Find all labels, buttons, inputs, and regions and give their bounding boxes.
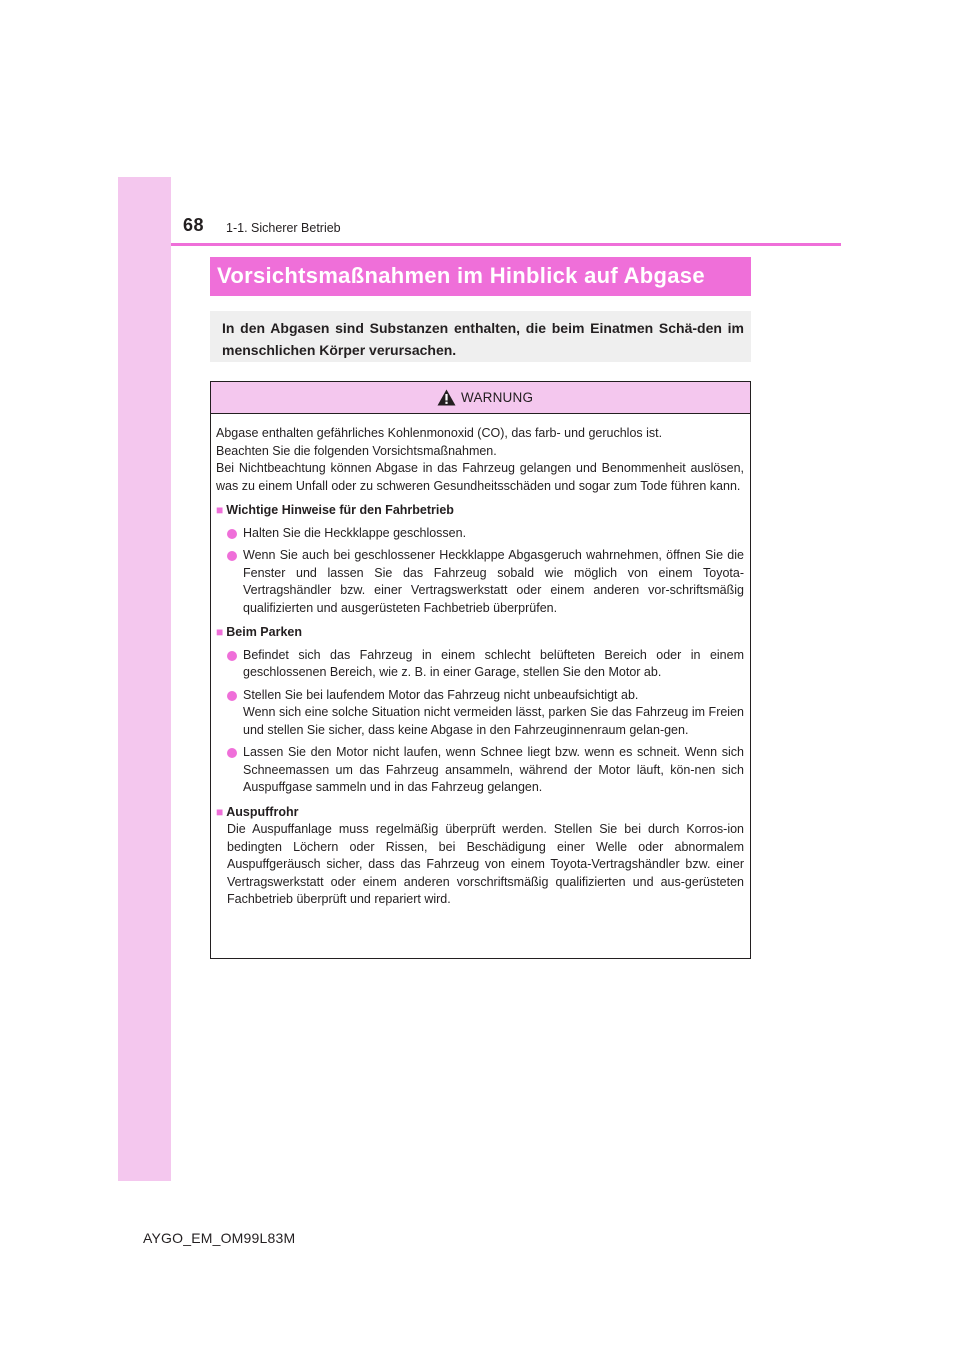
warning-intro <box>216 425 744 495</box>
intro-box <box>210 311 751 362</box>
footer-document-code: AYGO_EM_OM99L83M <box>143 1230 296 1246</box>
section-heading <box>216 502 744 520</box>
bullet-item <box>216 525 744 543</box>
square-bullet-icon: ■ <box>216 503 224 517</box>
bullet-dot-icon <box>227 551 237 561</box>
section-label: 1-1. Sicherer Betrieb <box>226 221 341 235</box>
warning-body <box>216 425 744 909</box>
bullet-item <box>216 687 744 740</box>
section-heading-text: Beim Parken <box>226 625 302 639</box>
section-heading <box>216 804 744 822</box>
section-heading <box>216 624 744 642</box>
warning-label: WARNUNG <box>461 390 534 405</box>
page-number: 68 <box>183 215 205 235</box>
bullet-dot-icon <box>227 651 237 661</box>
bullet-text-continuation: Wenn sich eine solche Situation nicht vermeiden lässt, parken Sie das Fahrzeug im Freien und stellen Sie sicher, dass keine Abgase in den Fahrzeuginnenraum gelan-gen. <box>243 705 744 737</box>
warning-intro-line: Beachten Sie die folgenden Vorsichtsmaßnahmen. <box>216 443 497 458</box>
square-bullet-icon: ■ <box>216 625 224 639</box>
bullet-dot-icon <box>227 691 237 701</box>
intro-text: In den Abgasen sind Substanzen enthalten, die beim Einatmen Schä-den im menschlichen Körper verursachen. <box>222 320 744 358</box>
warning-triangle-icon <box>437 389 456 406</box>
warning-intro-line: Bei Nichtbeachtung können Abgase in das Fahrzeug gelangen und Benommenheit auslösen, was zu einem Unfall oder zu schweren Gesundheitsschäden und sogar zum Tode führen kann. <box>216 461 744 493</box>
bullet-item <box>216 744 744 797</box>
bullet-item <box>216 647 744 682</box>
section-text: Die Auspuffanlage muss regelmäßig überprüft werden. Stellen Sie bei durch Korros-ion bedingten Löchern oder Rissen, bei Beschädigung einer Welle oder abnormalem Auspuffgeräusch sicher, dass das Fahrzeug von einem Toyota-Vertragshändler bzw. einer Vertragswerkstatt oder einem anderen vorschriftsmäßig qualifizierten und aus-gerüsteten Fachbetrieb überprüft und repariert wird. <box>227 822 744 906</box>
bullet-item <box>216 547 744 617</box>
bullet-dot-icon <box>227 529 237 539</box>
section-heading-text: Auspuffrohr <box>226 804 299 819</box>
bullet-dot-icon <box>227 748 237 758</box>
sidebar-tab <box>118 177 171 1181</box>
square-bullet-icon: ■ <box>216 804 224 819</box>
bullet-text: Lassen Sie den Motor nicht laufen, wenn Schnee liegt bzw. wenn es schneit. Wenn sich Schneemassen um das Fahrzeug ansammeln, während der Motor läuft, kön-nen sich Auspuffgase sammeln und in das Fahrzeug gelangen. <box>243 745 744 794</box>
page-title: Vorsichtsmaßnahmen im Hinblick auf Abgase <box>217 263 705 288</box>
bullet-text: Wenn Sie auch bei geschlossener Heckklappe Abgasgeruch wahrnehmen, öffnen Sie die Fenster und lassen Sie das Fahrzeug sobald wie möglich von einem Toyota-Vertragshändler bzw. einer Vertragswerkstatt oder einem anderen vor-schriftsmäßig qualifizierten und ausgerüsteten Fachbetrieb überprüfen. <box>243 548 744 615</box>
bullet-text: Halten Sie die Heckklappe geschlossen. <box>243 525 467 540</box>
warning-intro-line: Abgase enthalten gefährliches Kohlenmonoxid (CO), das farb- und geruchlos ist. <box>216 426 663 440</box>
header-rule <box>171 243 841 246</box>
warning-header <box>211 382 750 414</box>
bullet-text: Stellen Sie bei laufendem Motor das Fahrzeug nicht unbeaufsichtigt ab. <box>243 687 639 702</box>
warning-box <box>210 381 751 959</box>
section-heading-text: Wichtige Hinweise für den Fahrbetrieb <box>226 503 454 517</box>
bullet-text: Befindet sich das Fahrzeug in einem schlecht belüfteten Bereich oder in einem geschlossenen Bereich, wie z. B. in einer Garage, stellen Sie den Motor ab. <box>243 647 744 679</box>
title-banner <box>210 257 751 296</box>
